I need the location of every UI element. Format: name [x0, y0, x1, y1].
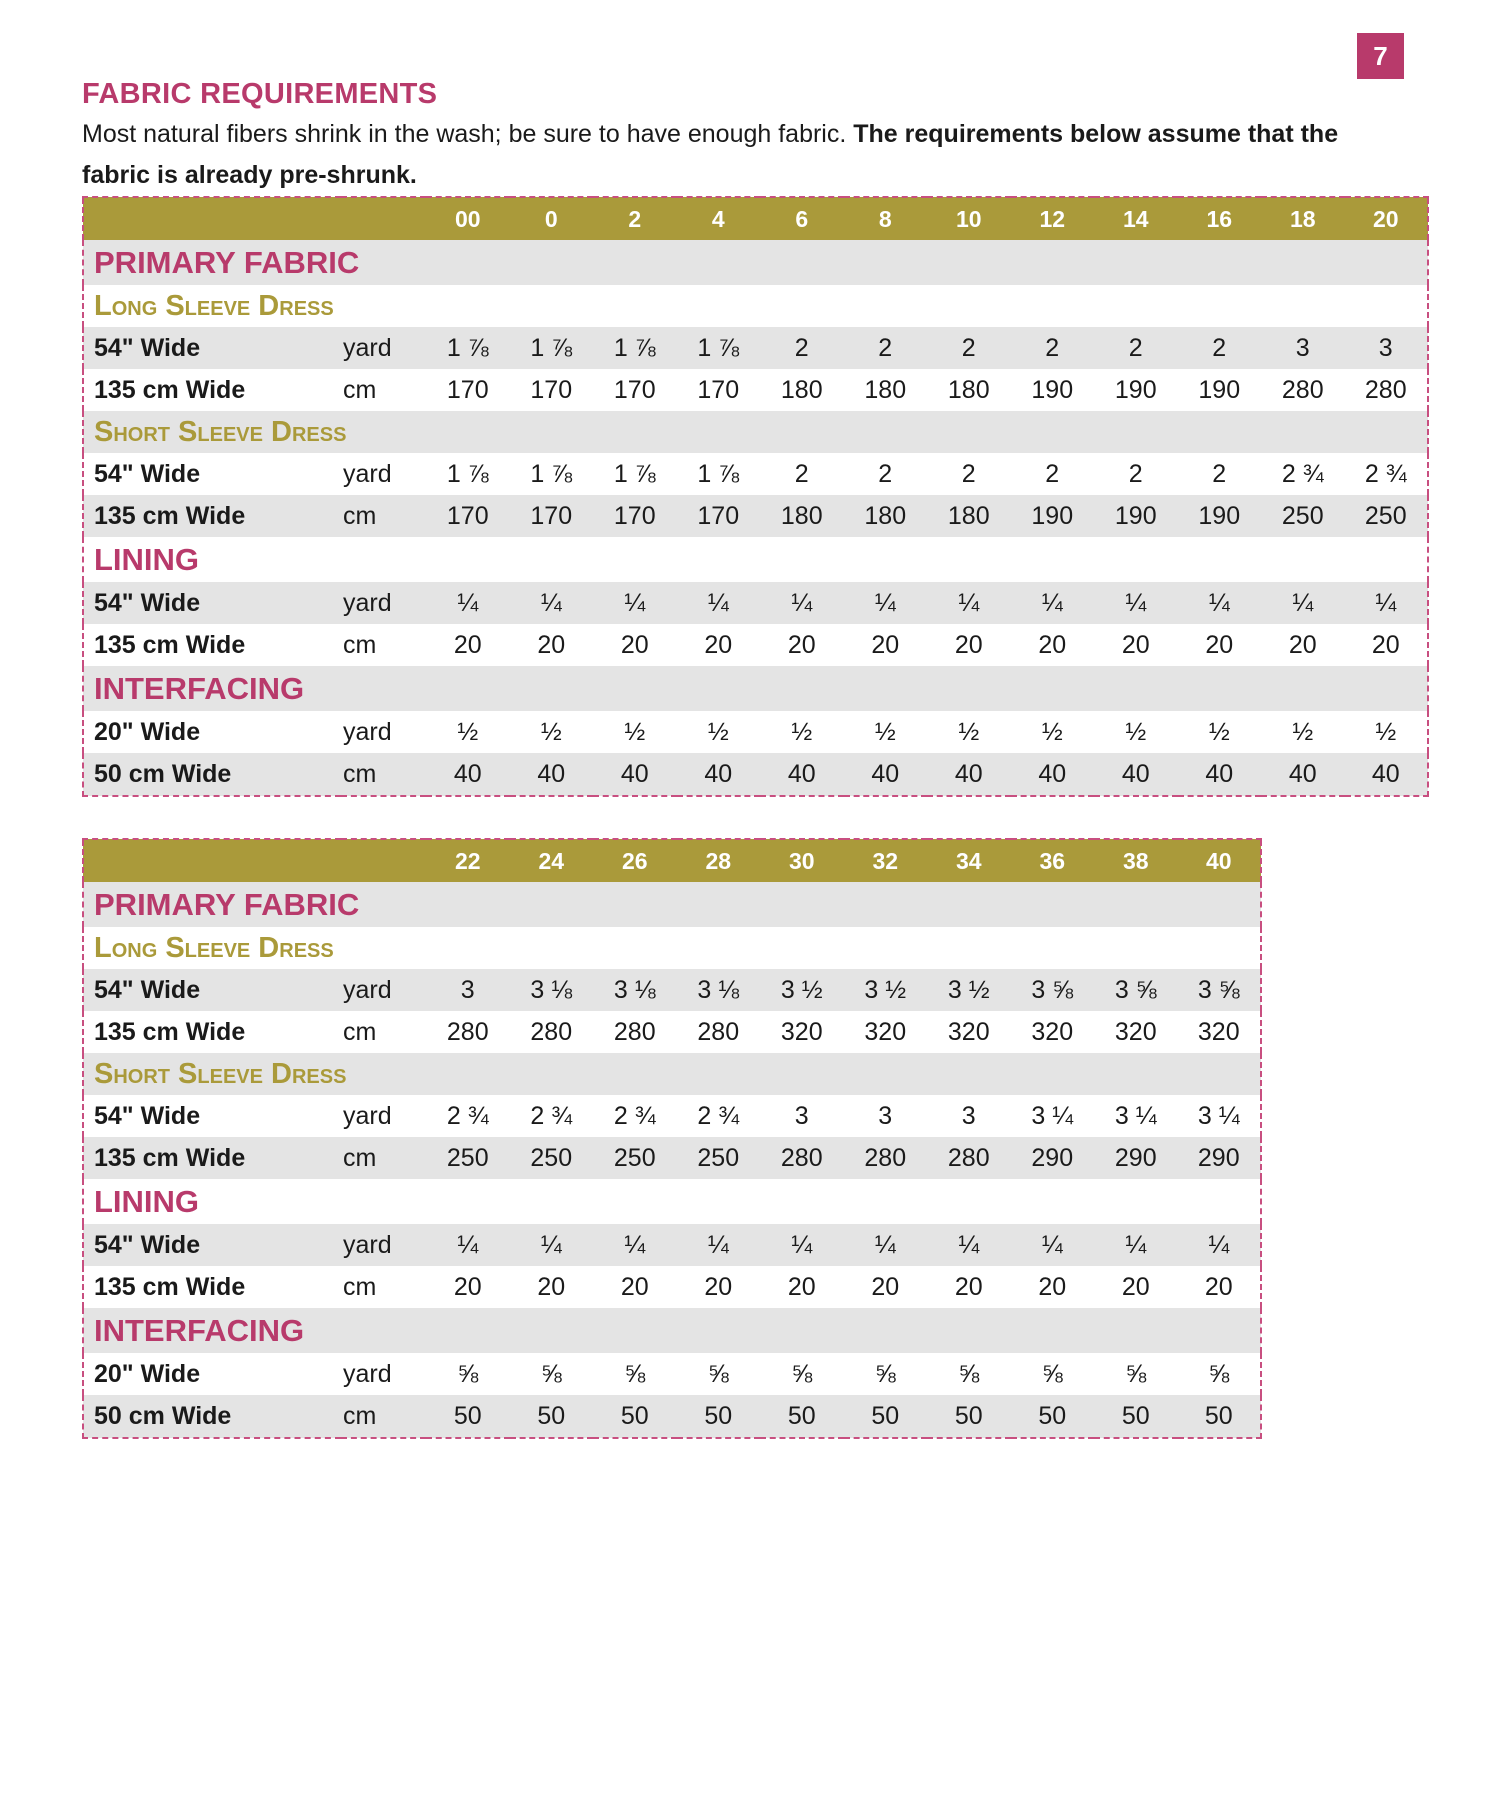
value-cell: 40 — [510, 753, 594, 796]
row-unit: yard — [341, 327, 426, 369]
value-cell: 280 — [927, 1137, 1011, 1179]
value-cell: 2 — [1212, 459, 1227, 488]
table-row — [83, 327, 1428, 369]
size-header-cell: 8 — [844, 197, 928, 240]
value-cell: 190 — [1011, 495, 1095, 537]
value-cell: 170 — [530, 375, 573, 404]
value-cell: 20 — [787, 1272, 816, 1301]
table-row — [83, 711, 1428, 753]
size-header-cell: 38 — [1094, 839, 1178, 882]
value-cell: 320 — [1114, 1017, 1157, 1046]
value-cell: ¼ — [1261, 582, 1345, 624]
value-cell: 3 — [961, 1101, 976, 1130]
value-cell: 20 — [1371, 630, 1400, 659]
header-blank — [341, 197, 426, 240]
fabric-table-sizes-00-20 — [82, 196, 1429, 797]
size-header-cell: 00 — [426, 197, 510, 240]
value-cell: 180 — [760, 495, 844, 537]
size-header-cell: 16 — [1178, 197, 1262, 240]
value-cell: 2 ¾ — [446, 1101, 489, 1130]
value-cell: 3 ¼ — [1197, 1101, 1240, 1130]
value-cell: 2 — [1094, 327, 1178, 369]
value-cell: 20 — [1288, 630, 1317, 659]
value-cell: ⅝ — [1208, 1359, 1230, 1388]
value-cell: 3 ⅛ — [593, 969, 677, 1011]
value-cell: 3 — [1345, 327, 1429, 369]
value-cell: ¼ — [426, 1224, 510, 1266]
value-cell: ¼ — [677, 582, 761, 624]
value-cell: 170 — [446, 375, 489, 404]
value-cell: ¼ — [510, 582, 594, 624]
value-cell: 1 ⅞ — [530, 459, 573, 488]
value-cell: 20 — [1038, 1272, 1067, 1301]
value-cell: 290 — [1011, 1137, 1095, 1179]
value-cell: 50 — [426, 1395, 510, 1438]
value-cell: 1 ⅞ — [426, 327, 510, 369]
value-cell: 1 ⅞ — [446, 459, 489, 488]
subsection-title: Short Sleeve Dress — [83, 1053, 1261, 1095]
section-title: LINING — [94, 1183, 200, 1219]
row-label: 54" Wide — [83, 969, 341, 1011]
value-cell: 2 — [1178, 327, 1262, 369]
value-cell: 40 — [1345, 753, 1429, 796]
table-row — [83, 582, 1428, 624]
table-row — [83, 969, 1261, 1011]
row-unit: yard — [341, 582, 426, 624]
row-unit: cm — [343, 630, 377, 659]
value-cell: 250 — [593, 1137, 677, 1179]
row-unit: cm — [343, 375, 377, 404]
row-unit: yard — [343, 459, 392, 488]
value-cell: 20 — [1038, 630, 1067, 659]
value-cell: 280 — [613, 1017, 656, 1046]
value-cell: ¼ — [927, 1224, 1011, 1266]
size-header-cell: 34 — [927, 839, 1011, 882]
value-cell: 20 — [954, 1272, 983, 1301]
value-cell: ½ — [1041, 717, 1063, 746]
value-cell: 190 — [1198, 375, 1241, 404]
value-cell: ¼ — [1094, 1224, 1178, 1266]
value-cell: 250 — [677, 1137, 761, 1179]
value-cell: ¼ — [1094, 582, 1178, 624]
value-cell: 20 — [537, 630, 566, 659]
value-cell: 320 — [947, 1017, 990, 1046]
row-unit: cm — [341, 1395, 426, 1438]
value-cell: 2 ¾ — [530, 1101, 573, 1130]
value-cell: ⅝ — [1041, 1359, 1063, 1388]
value-cell: 250 — [1345, 495, 1429, 537]
value-cell: 2 ¾ — [697, 1101, 740, 1130]
row-label: 135 cm Wide — [94, 375, 246, 404]
value-cell: 3 ⅛ — [677, 969, 761, 1011]
value-cell: 2 — [760, 327, 844, 369]
value-cell: ⅝ — [874, 1359, 896, 1388]
value-cell: 1 ⅞ — [613, 459, 656, 488]
row-label: 135 cm Wide — [94, 630, 246, 659]
row-unit: yard — [343, 1101, 392, 1130]
value-cell: ¼ — [593, 1224, 677, 1266]
header-blank — [83, 839, 341, 882]
value-cell: ½ — [624, 717, 646, 746]
value-cell: 2 — [927, 327, 1011, 369]
value-cell: ½ — [874, 717, 896, 746]
size-header-row — [83, 839, 1261, 882]
table-row — [83, 1266, 1261, 1308]
row-label: 135 cm Wide — [83, 495, 341, 537]
row-label: 50 cm Wide — [83, 753, 341, 796]
value-cell: 40 — [1011, 753, 1095, 796]
value-cell: 50 — [1094, 1395, 1178, 1438]
value-cell: 50 — [760, 1395, 844, 1438]
value-cell: ¼ — [760, 1224, 844, 1266]
table-row — [83, 1353, 1261, 1395]
row-unit: cm — [341, 1137, 426, 1179]
header-blank — [83, 197, 341, 240]
value-cell: 280 — [1281, 375, 1324, 404]
value-cell: 20 — [620, 630, 649, 659]
value-cell: 3 — [426, 969, 510, 1011]
value-cell: 2 — [1045, 459, 1060, 488]
value-cell: 180 — [864, 375, 907, 404]
value-cell: 20 — [537, 1272, 566, 1301]
value-cell: 3 ¼ — [1031, 1101, 1074, 1130]
section-row — [83, 882, 1261, 927]
value-cell: 190 — [1094, 495, 1178, 537]
value-cell: ¼ — [1011, 582, 1095, 624]
size-header-cell: 12 — [1011, 197, 1095, 240]
value-cell: ¼ — [844, 1224, 928, 1266]
row-label: 54" Wide — [94, 459, 201, 488]
subsection-row — [83, 1053, 1261, 1095]
section-row — [83, 1179, 1261, 1224]
value-cell: 2 ¾ — [613, 1101, 656, 1130]
value-cell: 3 ½ — [927, 969, 1011, 1011]
value-cell: ¼ — [1345, 582, 1429, 624]
value-cell: ½ — [1292, 717, 1314, 746]
value-cell: ¼ — [927, 582, 1011, 624]
value-cell: 20 — [704, 1272, 733, 1301]
value-cell: ⅝ — [958, 1359, 980, 1388]
section-row — [83, 537, 1428, 582]
value-cell: 50 — [677, 1395, 761, 1438]
value-cell: 3 — [878, 1101, 893, 1130]
value-cell: ½ — [791, 717, 813, 746]
value-cell: 170 — [510, 495, 594, 537]
value-cell: 170 — [697, 375, 740, 404]
value-cell: 1 ⅞ — [697, 459, 740, 488]
value-cell: ¼ — [1011, 1224, 1095, 1266]
value-cell: 40 — [760, 753, 844, 796]
value-cell: 3 ⅝ — [1094, 969, 1178, 1011]
value-cell: 40 — [1178, 753, 1262, 796]
value-cell: ¼ — [1178, 1224, 1262, 1266]
row-unit: yard — [343, 1359, 392, 1388]
row-unit: yard — [341, 969, 426, 1011]
value-cell: 50 — [927, 1395, 1011, 1438]
fabric-table-sizes-22-40 — [82, 838, 1262, 1439]
section-row — [83, 666, 1428, 711]
size-header-cell: 2 — [593, 197, 677, 240]
row-label: 135 cm Wide — [94, 1017, 246, 1046]
value-cell: ¼ — [760, 582, 844, 624]
value-cell: ¼ — [844, 582, 928, 624]
value-cell: ½ — [958, 717, 980, 746]
value-cell: 2 — [961, 459, 976, 488]
size-header-cell: 32 — [844, 839, 928, 882]
value-cell: 190 — [1178, 495, 1262, 537]
value-cell: 3 — [794, 1101, 809, 1130]
value-cell: 40 — [426, 753, 510, 796]
value-cell: 180 — [844, 495, 928, 537]
size-header-cell: 10 — [927, 197, 1011, 240]
value-cell: 20 — [453, 1272, 482, 1301]
section-title: INTERFACING — [83, 666, 1428, 711]
size-header-row — [83, 197, 1428, 240]
value-cell: 3 ⅝ — [1011, 969, 1095, 1011]
size-header-cell: 26 — [593, 839, 677, 882]
intro-emphasis: The requirements below assume that the fabric is already pre-shrunk. — [82, 120, 1339, 189]
value-cell: 20 — [1205, 630, 1234, 659]
value-cell: 2 — [878, 459, 893, 488]
row-label: 54" Wide — [83, 1224, 341, 1266]
row-label: 20" Wide — [94, 717, 201, 746]
value-cell: 2 ¾ — [1281, 459, 1324, 488]
value-cell: 2 — [1011, 327, 1095, 369]
section-row — [83, 1308, 1261, 1353]
table-row — [83, 624, 1428, 666]
table-row — [83, 1395, 1261, 1438]
value-cell: 320 — [864, 1017, 907, 1046]
row-label: 50 cm Wide — [83, 1395, 341, 1438]
intro-paragraph — [82, 114, 1402, 196]
row-unit: cm — [341, 495, 426, 537]
subsection-title: Short Sleeve Dress — [83, 411, 1428, 453]
value-cell: 3 — [1261, 327, 1345, 369]
value-cell: 320 — [1031, 1017, 1074, 1046]
value-cell: ¼ — [1178, 582, 1262, 624]
value-cell: 290 — [1094, 1137, 1178, 1179]
value-cell: 190 — [1114, 375, 1157, 404]
section-title: INTERFACING — [83, 1308, 1261, 1353]
value-cell: ⅝ — [791, 1359, 813, 1388]
value-cell: ⅝ — [707, 1359, 729, 1388]
row-label: 135 cm Wide — [94, 1272, 246, 1301]
value-cell: 40 — [1261, 753, 1345, 796]
value-cell: 170 — [613, 375, 656, 404]
value-cell: 290 — [1178, 1137, 1262, 1179]
table-row — [83, 369, 1428, 411]
size-header-cell: 22 — [426, 839, 510, 882]
value-cell: 40 — [844, 753, 928, 796]
table-row — [83, 1095, 1261, 1137]
value-cell: 180 — [927, 495, 1011, 537]
row-unit: cm — [341, 753, 426, 796]
value-cell: 50 — [1178, 1395, 1262, 1438]
table-row — [83, 753, 1428, 796]
value-cell: 20 — [1121, 1272, 1150, 1301]
value-cell: ⅝ — [457, 1359, 479, 1388]
value-cell: 2 — [1128, 459, 1143, 488]
table-row — [83, 453, 1428, 495]
value-cell: ¼ — [510, 1224, 594, 1266]
subsection-row — [83, 285, 1428, 327]
value-cell: 40 — [593, 753, 677, 796]
row-label: 54" Wide — [83, 327, 341, 369]
size-header-cell: 4 — [677, 197, 761, 240]
row-label: 54" Wide — [94, 1101, 201, 1130]
row-unit: cm — [343, 1272, 377, 1301]
page-number-badge: 7 — [1357, 33, 1404, 79]
value-cell: 50 — [593, 1395, 677, 1438]
value-cell: ½ — [457, 717, 479, 746]
value-cell: ⅝ — [1125, 1359, 1147, 1388]
value-cell: 40 — [677, 753, 761, 796]
table-row — [83, 1011, 1261, 1053]
table-row — [83, 1224, 1261, 1266]
size-header-cell: 28 — [677, 839, 761, 882]
value-cell: 20 — [871, 630, 900, 659]
section-title: PRIMARY FABRIC — [83, 882, 1261, 927]
value-cell: ¼ — [593, 582, 677, 624]
value-cell: 20 — [1121, 630, 1150, 659]
size-header-cell: 30 — [760, 839, 844, 882]
value-cell: ½ — [1125, 717, 1147, 746]
value-cell: 1 ⅞ — [510, 327, 594, 369]
value-cell: ⅝ — [540, 1359, 562, 1388]
table-row — [83, 495, 1428, 537]
value-cell: 3 ⅛ — [510, 969, 594, 1011]
size-header-cell: 36 — [1011, 839, 1095, 882]
value-cell: 20 — [871, 1272, 900, 1301]
value-cell: 320 — [780, 1017, 823, 1046]
value-cell: 170 — [593, 495, 677, 537]
value-cell: 180 — [947, 375, 990, 404]
size-header-cell: 24 — [510, 839, 594, 882]
intro-text: Most natural fibers shrink in the wash; be sure to have enough fabric. — [82, 120, 854, 148]
section-row — [83, 240, 1428, 285]
value-cell: 40 — [1094, 753, 1178, 796]
value-cell: 250 — [510, 1137, 594, 1179]
value-cell: ½ — [540, 717, 562, 746]
row-unit: yard — [343, 717, 392, 746]
value-cell: 1 ⅞ — [677, 327, 761, 369]
value-cell: 170 — [426, 495, 510, 537]
header-blank — [341, 839, 426, 882]
value-cell: 180 — [780, 375, 823, 404]
section-title: PRIMARY FABRIC — [83, 240, 1428, 285]
size-header-cell: 6 — [760, 197, 844, 240]
value-cell: 280 — [697, 1017, 740, 1046]
value-cell: ⅝ — [624, 1359, 646, 1388]
value-cell: 40 — [927, 753, 1011, 796]
value-cell: 2 — [794, 459, 809, 488]
value-cell: 250 — [1261, 495, 1345, 537]
value-cell: 50 — [1011, 1395, 1095, 1438]
size-header-cell: 0 — [510, 197, 594, 240]
subsection-title: Long Sleeve Dress — [94, 289, 334, 322]
value-cell: 280 — [844, 1137, 928, 1179]
value-cell: ¼ — [426, 582, 510, 624]
value-cell: 3 ½ — [844, 969, 928, 1011]
value-cell: 20 — [453, 630, 482, 659]
value-cell: 20 — [704, 630, 733, 659]
value-cell: 3 ½ — [760, 969, 844, 1011]
subsection-row — [83, 411, 1428, 453]
value-cell: 3 ¼ — [1114, 1101, 1157, 1130]
value-cell: 3 ⅝ — [1178, 969, 1262, 1011]
row-label: 54" Wide — [83, 582, 341, 624]
size-header-cell: 18 — [1261, 197, 1345, 240]
row-unit: cm — [343, 1017, 377, 1046]
row-label: 135 cm Wide — [83, 1137, 341, 1179]
subsection-title: Long Sleeve Dress — [94, 931, 334, 964]
value-cell: 280 — [1364, 375, 1407, 404]
value-cell: 320 — [1197, 1017, 1240, 1046]
value-cell: 250 — [426, 1137, 510, 1179]
value-cell: 20 — [620, 1272, 649, 1301]
value-cell: 1 ⅞ — [593, 327, 677, 369]
value-cell: 50 — [844, 1395, 928, 1438]
value-cell: 280 — [446, 1017, 489, 1046]
value-cell: ½ — [707, 717, 729, 746]
value-cell: 2 ¾ — [1364, 459, 1407, 488]
value-cell: 190 — [1031, 375, 1074, 404]
value-cell: 280 — [760, 1137, 844, 1179]
value-cell: 20 — [1204, 1272, 1233, 1301]
value-cell: ½ — [1375, 717, 1397, 746]
section-title: LINING — [94, 541, 200, 577]
value-cell: 20 — [954, 630, 983, 659]
value-cell: 280 — [530, 1017, 573, 1046]
value-cell: 170 — [677, 495, 761, 537]
size-header-cell: 14 — [1094, 197, 1178, 240]
value-cell: 50 — [510, 1395, 594, 1438]
table-row — [83, 1137, 1261, 1179]
row-label: 20" Wide — [94, 1359, 201, 1388]
row-unit: yard — [341, 1224, 426, 1266]
value-cell: ¼ — [677, 1224, 761, 1266]
size-header-cell: 40 — [1178, 839, 1262, 882]
size-header-cell: 20 — [1345, 197, 1429, 240]
page-title: FABRIC REQUIREMENTS — [82, 78, 438, 110]
value-cell: 20 — [787, 630, 816, 659]
value-cell: 2 — [844, 327, 928, 369]
subsection-row — [83, 927, 1261, 969]
value-cell: ½ — [1208, 717, 1230, 746]
